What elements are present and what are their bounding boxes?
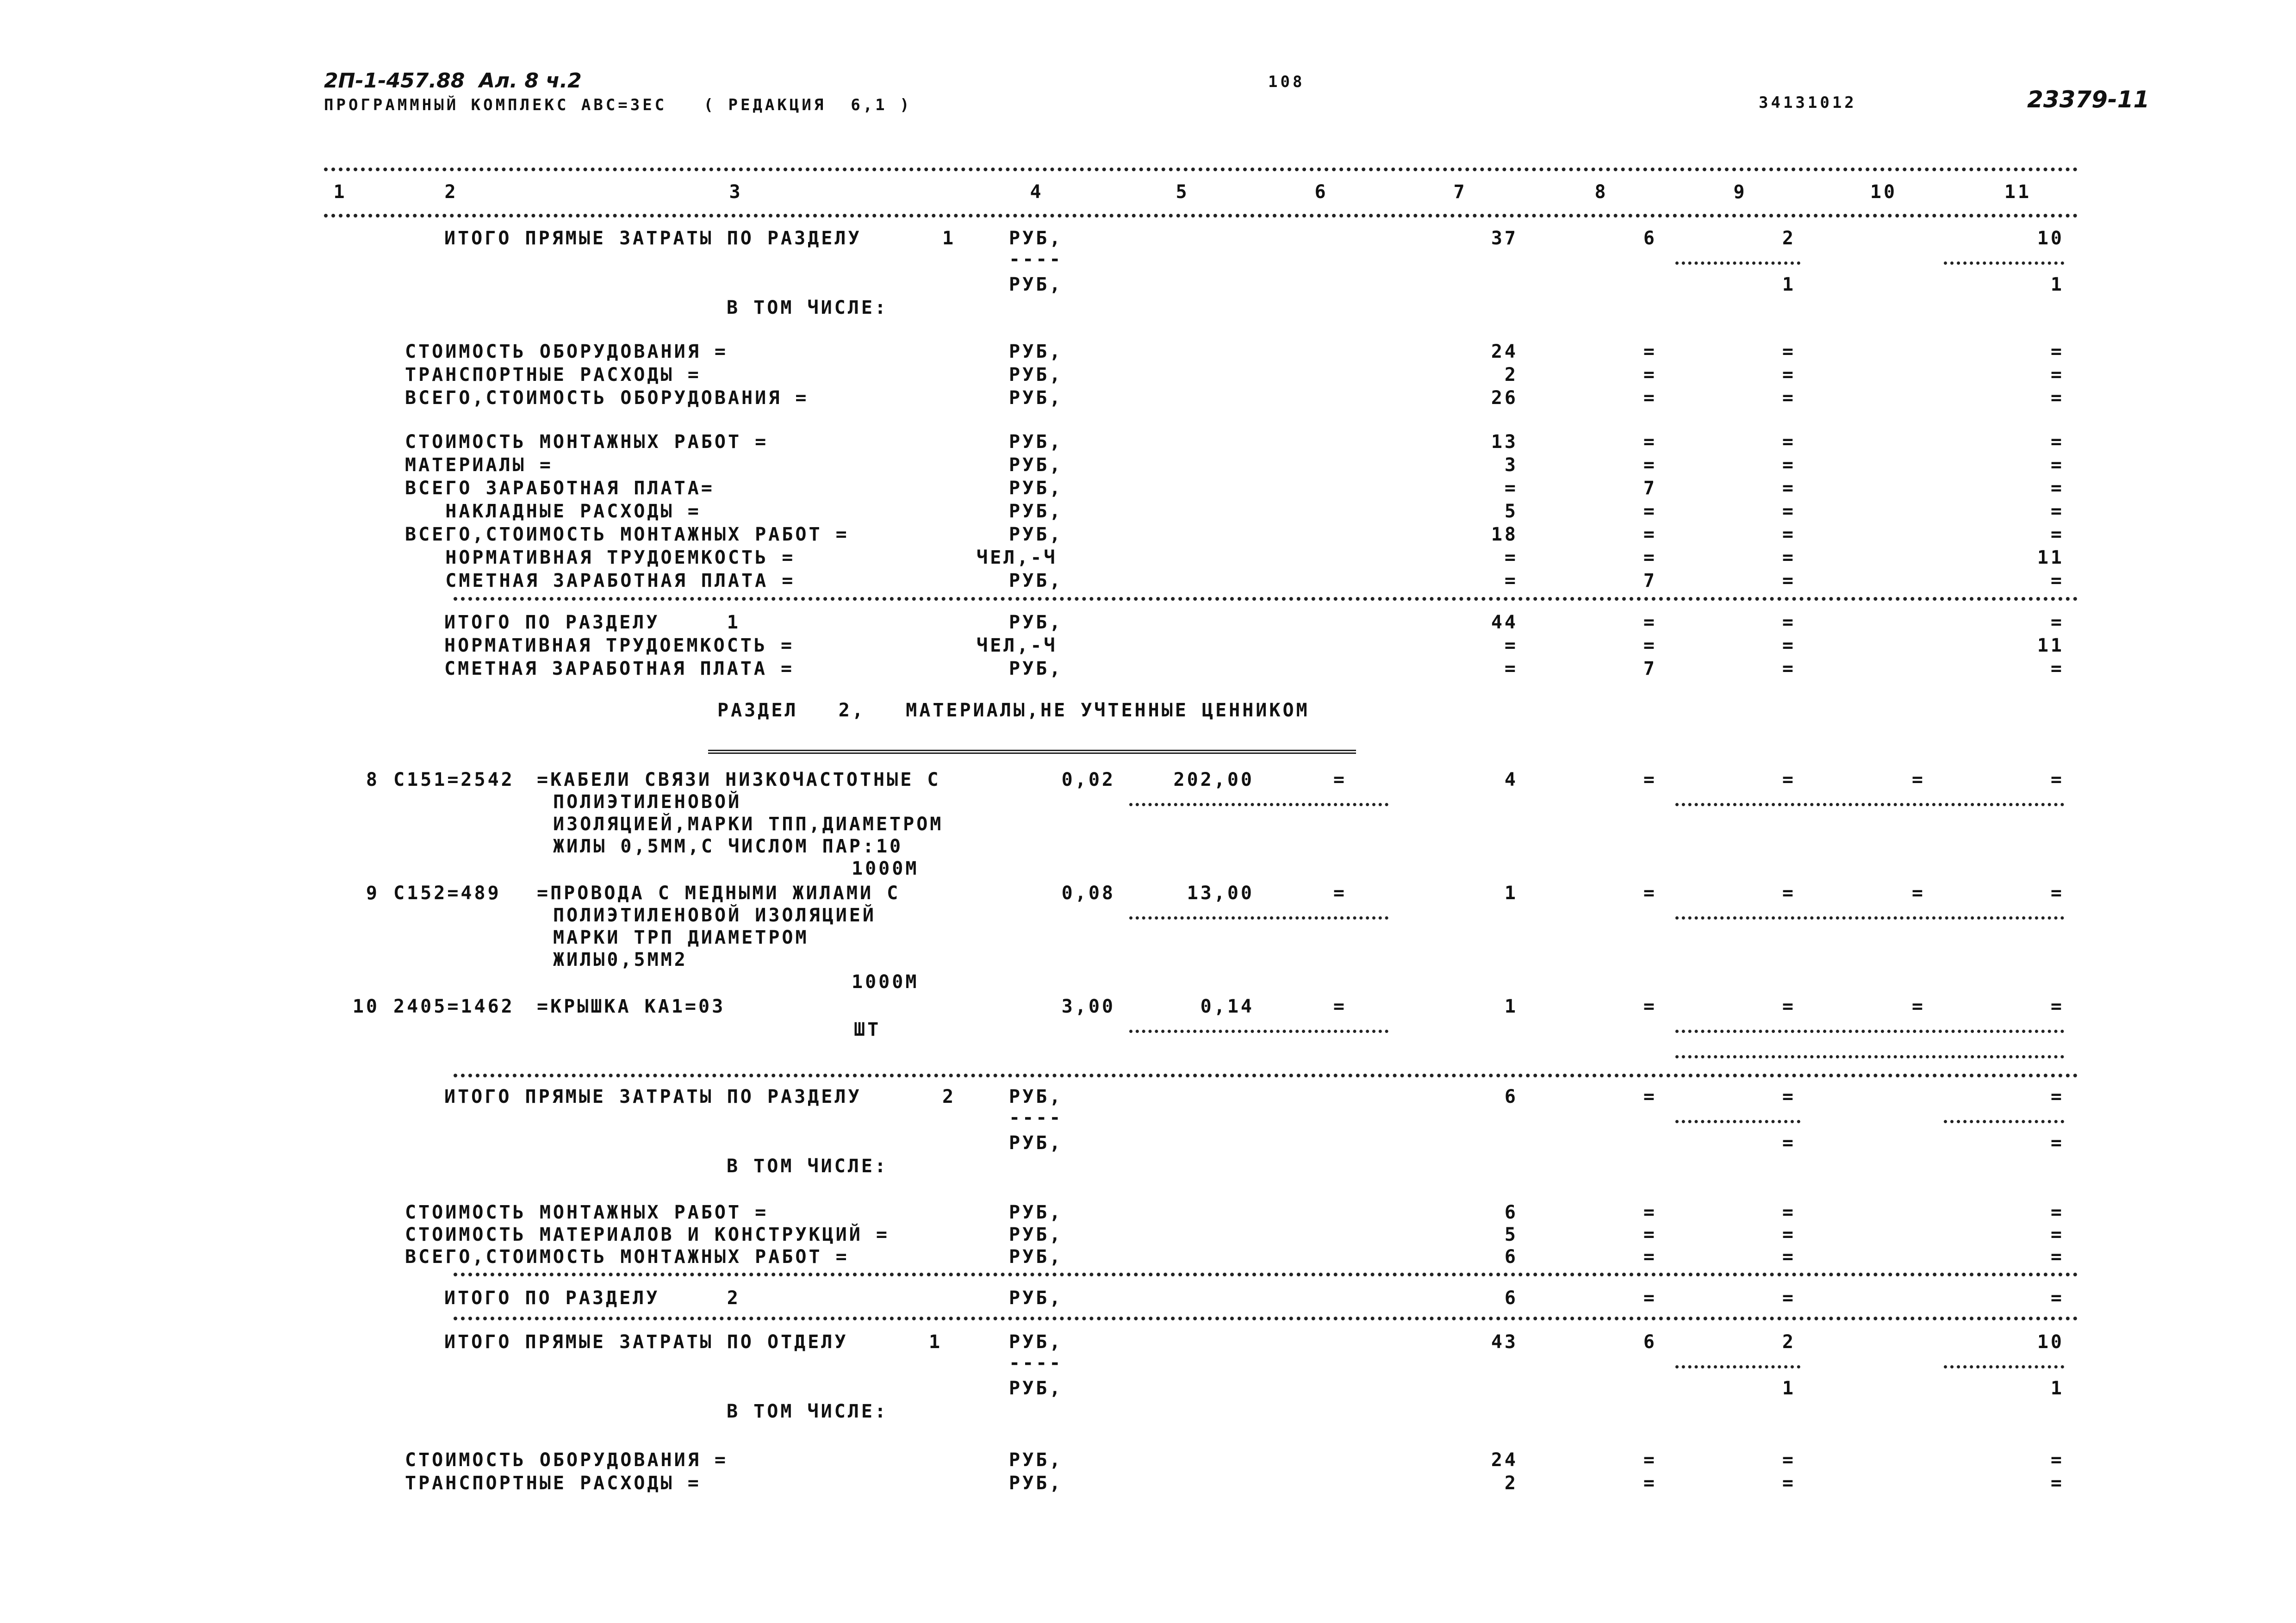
item-c7: 1 — [1504, 883, 1518, 904]
section2-total-c11b: = — [2050, 1132, 2064, 1154]
item-c10: = — [1911, 883, 1925, 904]
inventory-number: 23379-11 — [2027, 86, 2150, 113]
item-c9: = — [1782, 769, 1796, 790]
row-c9: = — [1782, 431, 1796, 453]
divider — [1675, 261, 1800, 265]
row-c9: = — [1782, 570, 1796, 591]
item-code: 2405=1462 — [393, 996, 515, 1017]
section1-total-c9: 2 — [1782, 228, 1796, 249]
row-unit: РУБ, — [1009, 612, 1063, 633]
row-c7: 6 — [1504, 1246, 1518, 1268]
item-c8: = — [1643, 996, 1657, 1017]
row-c9: = — [1782, 341, 1796, 362]
item-code: С152=489 — [393, 883, 501, 904]
row-c9: = — [1782, 547, 1796, 568]
dept-total-c11: 10 — [2037, 1331, 2064, 1353]
row-c7: 6 — [1504, 1202, 1518, 1223]
row-c8: = — [1643, 387, 1657, 409]
row-label: СТОИМОСТЬ МОНТАЖНЫХ РАБОТ = — [405, 431, 769, 453]
row-c11: = — [2050, 1224, 2064, 1245]
item-c8: = — [1643, 769, 1657, 790]
row-c8: = — [1643, 1224, 1657, 1245]
row-c7: 18 — [1491, 524, 1518, 545]
row-c8: = — [1643, 524, 1657, 545]
page-number: 108 — [1268, 73, 1305, 91]
col-7: 7 — [1453, 181, 1467, 203]
section2-total-rule — [454, 1074, 2078, 1077]
row-unit: РУБ, — [1009, 1473, 1063, 1494]
row-c7: 6 — [1504, 1287, 1518, 1309]
row-unit: РУБ, — [1009, 431, 1063, 453]
divider — [1675, 1120, 1800, 1123]
item-desc-line: ПОЛИЭТИЛЕНОВОЙ — [553, 791, 742, 813]
section2-total-c8: = — [1643, 1086, 1657, 1107]
row-c11: = — [2050, 524, 2064, 545]
row-label: СМЕТНАЯ ЗАРАБОТНАЯ ПЛАТА = — [444, 658, 795, 679]
row-c8: = — [1643, 501, 1657, 522]
row-c8: = — [1643, 1449, 1657, 1471]
row-label: СТОИМОСТЬ ОБОРУДОВАНИЯ = — [405, 1449, 728, 1471]
dept-total-c8: 6 — [1643, 1331, 1657, 1353]
row-unit: ЧЕЛ,-Ч — [977, 635, 1058, 656]
row-c9: = — [1782, 454, 1796, 476]
item-desc-line: =КАБЕЛИ СВЯЗИ НИЗКОЧАСТОТНЫЕ С — [537, 769, 941, 790]
item-c11: = — [2050, 883, 2064, 904]
row-c11: = — [2050, 1202, 2064, 1223]
item-price: 202,00 — [1173, 769, 1254, 790]
item-unit: 1000М — [852, 971, 919, 993]
row-c11: = — [2050, 454, 2064, 476]
doc-code: 2П-1-457.88 Ал. 8 ч.2 — [324, 69, 582, 93]
row-unit: РУБ, — [1009, 501, 1063, 522]
col-5: 5 — [1176, 181, 1189, 203]
section2-total-label: ИТОГО ПРЯМЫЕ ЗАТРАТЫ ПО РАЗДЕЛУ 2 — [444, 1086, 956, 1107]
row-label: НОРМАТИВНАЯ ТРУДОЕМКОСТЬ = — [444, 635, 795, 656]
item-price: 13,00 — [1187, 883, 1254, 904]
row-c11: = — [2050, 364, 2064, 386]
section1-total-c8: 6 — [1643, 228, 1657, 249]
row-c8: = — [1643, 364, 1657, 386]
item-qty: 0,08 — [1061, 883, 1115, 904]
section2-including: В ТОМ ЧИСЛЕ: — [727, 1156, 888, 1177]
row-c7: = — [1504, 570, 1518, 591]
row-c11: = — [2050, 1287, 2064, 1309]
object-code: 34131012 — [1759, 93, 1857, 112]
dept-total-unit2: РУБ, — [1009, 1378, 1063, 1399]
header-rule-bottom — [324, 214, 2078, 218]
section1-total-c9b: 1 — [1782, 274, 1796, 295]
row-c8: = — [1643, 1202, 1657, 1223]
row-c9: = — [1782, 658, 1796, 679]
row-c7: = — [1504, 658, 1518, 679]
row-c9: = — [1782, 1449, 1796, 1471]
dept-total-label: ИТОГО ПРЯМЫЕ ЗАТРАТЫ ПО ОТДЕЛУ 1 — [444, 1331, 943, 1353]
row-c8: = — [1643, 1287, 1657, 1309]
row-label: ТРАНСПОРТНЫЕ РАСХОДЫ = — [405, 364, 701, 386]
col-1: 1 — [333, 181, 347, 203]
row-label: ВСЕГО ЗАРАБОТНАЯ ПЛАТА= — [405, 478, 715, 499]
row-c9: = — [1782, 387, 1796, 409]
section1-total-c11b: 1 — [2050, 274, 2064, 295]
row-unit: РУБ, — [1009, 570, 1063, 591]
row-label: НОРМАТИВНАЯ ТРУДОЕМКОСТЬ = — [405, 547, 796, 568]
divider — [1675, 1055, 2064, 1058]
row-c7: 24 — [1491, 341, 1518, 362]
section2-subtotal-rule — [454, 1273, 2078, 1276]
item-qty: 0,02 — [1061, 769, 1115, 790]
row-unit: РУБ, — [1009, 341, 1063, 362]
section2-title: РАЗДЕЛ 2, МАТЕРИАЛЫ,НЕ УЧТЕННЫЕ ЦЕННИКОМ — [717, 700, 1310, 721]
col-6: 6 — [1314, 181, 1328, 203]
section1-total-unit: РУБ, — [1009, 228, 1063, 249]
item-c11: = — [2050, 996, 2064, 1017]
section2-total-c9: = — [1782, 1086, 1796, 1107]
row-c11: = — [2050, 431, 2064, 453]
row-c11: 11 — [2037, 635, 2064, 656]
item-desc-line: ПОЛИЭТИЛЕНОВОЙ ИЗОЛЯЦИЕЙ — [553, 905, 876, 926]
divider — [1944, 1120, 2064, 1123]
row-c11: = — [2050, 1449, 2064, 1471]
row-c8: 7 — [1643, 478, 1657, 499]
row-unit: РУБ, — [1009, 524, 1063, 545]
program-title: ПРОГРАММНЫЙ КОМПЛЕКС АВС=3ЕС ( РЕДАКЦИЯ 6,1 ) — [324, 96, 912, 114]
row-c11: = — [2050, 612, 2064, 633]
row-unit: РУБ, — [1009, 454, 1063, 476]
row-c9: = — [1782, 1246, 1796, 1268]
col-10: 10 — [1870, 181, 1898, 203]
col-2: 2 — [444, 181, 458, 203]
dept-rule — [454, 1317, 2078, 1320]
row-c9: = — [1782, 1224, 1796, 1245]
section1-including: В ТОМ ЧИСЛЕ: — [727, 297, 888, 318]
row-c8: = — [1643, 454, 1657, 476]
row-c8: 7 — [1643, 570, 1657, 591]
row-c9: = — [1782, 1287, 1796, 1309]
row-c9: = — [1782, 501, 1796, 522]
row-c8: = — [1643, 341, 1657, 362]
item-desc-line: ИЗОЛЯЦИЕЙ,МАРКИ ТПП,ДИАМЕТРОМ — [553, 814, 944, 835]
row-c7: 44 — [1491, 612, 1518, 633]
section1-total-label: ИТОГО ПРЯМЫЕ ЗАТРАТЫ ПО РАЗДЕЛУ 1 — [444, 228, 956, 249]
divider — [1675, 916, 2064, 920]
item-c11: = — [2050, 769, 2064, 790]
item-price: 0,14 — [1200, 996, 1254, 1017]
row-label: ВСЕГО,СТОИМОСТЬ МОНТАЖНЫХ РАБОТ = — [405, 1246, 849, 1268]
row-c8: = — [1643, 547, 1657, 568]
item-c6: = — [1333, 996, 1347, 1017]
row-c11: = — [2050, 478, 2064, 499]
divider — [1129, 916, 1388, 920]
section2-total-c11: = — [2050, 1086, 2064, 1107]
section1-total-c7: 37 — [1491, 228, 1518, 249]
row-label: ВСЕГО,СТОИМОСТЬ МОНТАЖНЫХ РАБОТ = — [405, 524, 849, 545]
row-c11: 11 — [2037, 547, 2064, 568]
item-num: 10 — [352, 996, 380, 1017]
section1-subtotal-label: ИТОГО ПО РАЗДЕЛУ 1 — [444, 612, 740, 633]
item-qty: 3,00 — [1061, 996, 1115, 1017]
section2-total-unit: РУБ, — [1009, 1086, 1063, 1107]
item-desc-line: ЖИЛЫ0,5ММ2 — [553, 949, 688, 970]
item-unit: ШТ — [854, 1019, 881, 1040]
item-c10: = — [1911, 996, 1925, 1017]
item-desc-line: =ПРОВОДА С МЕДНЫМИ ЖИЛАМИ С — [537, 883, 901, 904]
row-label: СТОИМОСТЬ ОБОРУДОВАНИЯ = — [405, 341, 728, 362]
col-9: 9 — [1733, 181, 1747, 203]
row-c9: = — [1782, 364, 1796, 386]
divider — [1129, 1030, 1388, 1033]
item-c7: 4 — [1504, 769, 1518, 790]
row-c9: = — [1782, 612, 1796, 633]
row-c7: 24 — [1491, 1449, 1518, 1471]
row-unit: РУБ, — [1009, 387, 1063, 409]
row-c11: = — [2050, 570, 2064, 591]
item-c7: 1 — [1504, 996, 1518, 1017]
row-c9: = — [1782, 1202, 1796, 1223]
item-c9: = — [1782, 996, 1796, 1017]
row-c11: = — [2050, 341, 2064, 362]
row-unit: РУБ, — [1009, 364, 1063, 386]
divider — [1944, 261, 2064, 265]
header-rule-top — [324, 168, 2078, 171]
row-c8: 7 — [1643, 658, 1657, 679]
row-label: МАТЕРИАЛЫ = — [405, 454, 553, 476]
dept-total-c11b: 1 — [2050, 1378, 2064, 1399]
row-unit: РУБ, — [1009, 1449, 1063, 1471]
col-4: 4 — [1030, 181, 1044, 203]
section2-unit-dash: ---- — [1009, 1107, 1063, 1128]
row-c9: = — [1782, 524, 1796, 545]
dept-total-unit: РУБ, — [1009, 1331, 1063, 1353]
item-c6: = — [1333, 883, 1347, 904]
divider — [1944, 1365, 2064, 1368]
divider — [1675, 1030, 2064, 1033]
item-c8: = — [1643, 883, 1657, 904]
col-3: 3 — [729, 181, 743, 203]
col-8: 8 — [1594, 181, 1608, 203]
row-c7: = — [1504, 635, 1518, 656]
row-c7: 13 — [1491, 431, 1518, 453]
row-c11: = — [2050, 387, 2064, 409]
item-unit: 1000М — [852, 858, 919, 879]
section1-total-c11: 10 — [2037, 228, 2064, 249]
row-c7: 3 — [1504, 454, 1518, 476]
row-c11: = — [2050, 658, 2064, 679]
row-unit: РУБ, — [1009, 1202, 1063, 1223]
item-c6: = — [1333, 769, 1347, 790]
row-c8: = — [1643, 431, 1657, 453]
dept-total-c7: 43 — [1491, 1331, 1518, 1353]
col-11: 11 — [2004, 181, 2032, 203]
row-c9: = — [1782, 478, 1796, 499]
item-num: 8 — [366, 769, 380, 790]
section2-rule — [708, 750, 1356, 754]
row-unit: ЧЕЛ,-Ч — [977, 547, 1058, 568]
row-label: СМЕТНАЯ ЗАРАБОТНАЯ ПЛАТА = — [405, 570, 796, 591]
item-desc-line: =КРЫШКА КА1=03 — [537, 996, 726, 1017]
row-unit: РУБ, — [1009, 1287, 1063, 1309]
item-c10: = — [1911, 769, 1925, 790]
row-c11: = — [2050, 1473, 2064, 1494]
item-code: С151=2542 — [393, 769, 515, 790]
row-c11: = — [2050, 501, 2064, 522]
row-unit: РУБ, — [1009, 658, 1063, 679]
dept-unit-dash: ---- — [1009, 1352, 1063, 1374]
section2-total-unit2: РУБ, — [1009, 1132, 1063, 1154]
row-c7: = — [1504, 547, 1518, 568]
dept-total-c9b: 1 — [1782, 1378, 1796, 1399]
row-c9: = — [1782, 1473, 1796, 1494]
row-c11: = — [2050, 1246, 2064, 1268]
row-label: ТРАНСПОРТНЫЕ РАСХОДЫ = — [405, 1473, 701, 1494]
row-label: ВСЕГО,СТОИМОСТЬ ОБОРУДОВАНИЯ = — [405, 387, 809, 409]
row-c7: = — [1504, 478, 1518, 499]
item-desc-line: ЖИЛЫ 0,5ММ,С ЧИСЛОМ ПАР:10 — [553, 836, 903, 857]
row-unit: РУБ, — [1009, 478, 1063, 499]
row-c7: 5 — [1504, 501, 1518, 522]
section2-total-c7: 6 — [1504, 1086, 1518, 1107]
item-c9: = — [1782, 883, 1796, 904]
row-c8: = — [1643, 612, 1657, 633]
row-label: СТОИМОСТЬ МАТЕРИАЛОВ И КОНСТРУКЦИЙ = — [405, 1224, 890, 1245]
row-unit: РУБ, — [1009, 1224, 1063, 1245]
subtotal-rule — [454, 597, 2078, 601]
divider — [1675, 1365, 1800, 1368]
dept-including: В ТОМ ЧИСЛЕ: — [727, 1401, 888, 1422]
row-c8: = — [1643, 1473, 1657, 1494]
row-c8: = — [1643, 635, 1657, 656]
row-label: НАКЛАДНЫЕ РАСХОДЫ = — [405, 501, 701, 522]
row-c7: 26 — [1491, 387, 1518, 409]
row-c8: = — [1643, 1246, 1657, 1268]
divider — [1129, 803, 1388, 806]
row-c9: = — [1782, 635, 1796, 656]
row-c7: 5 — [1504, 1224, 1518, 1245]
row-c7: 2 — [1504, 1473, 1518, 1494]
section2-subtotal-label: ИТОГО ПО РАЗДЕЛУ 2 — [444, 1287, 740, 1309]
item-desc-line: МАРКИ ТРП ДИАМЕТРОМ — [553, 927, 809, 948]
item-num: 9 — [366, 883, 380, 904]
section1-unit-dash: ---- — [1009, 249, 1063, 270]
row-unit: РУБ, — [1009, 1246, 1063, 1268]
section2-total-c9b: = — [1782, 1132, 1796, 1154]
dept-total-c9: 2 — [1782, 1331, 1796, 1353]
section1-total-unit2: РУБ, — [1009, 274, 1063, 295]
row-label: СТОИМОСТЬ МОНТАЖНЫХ РАБОТ = — [405, 1202, 769, 1223]
divider — [1675, 803, 2064, 806]
row-c7: 2 — [1504, 364, 1518, 386]
